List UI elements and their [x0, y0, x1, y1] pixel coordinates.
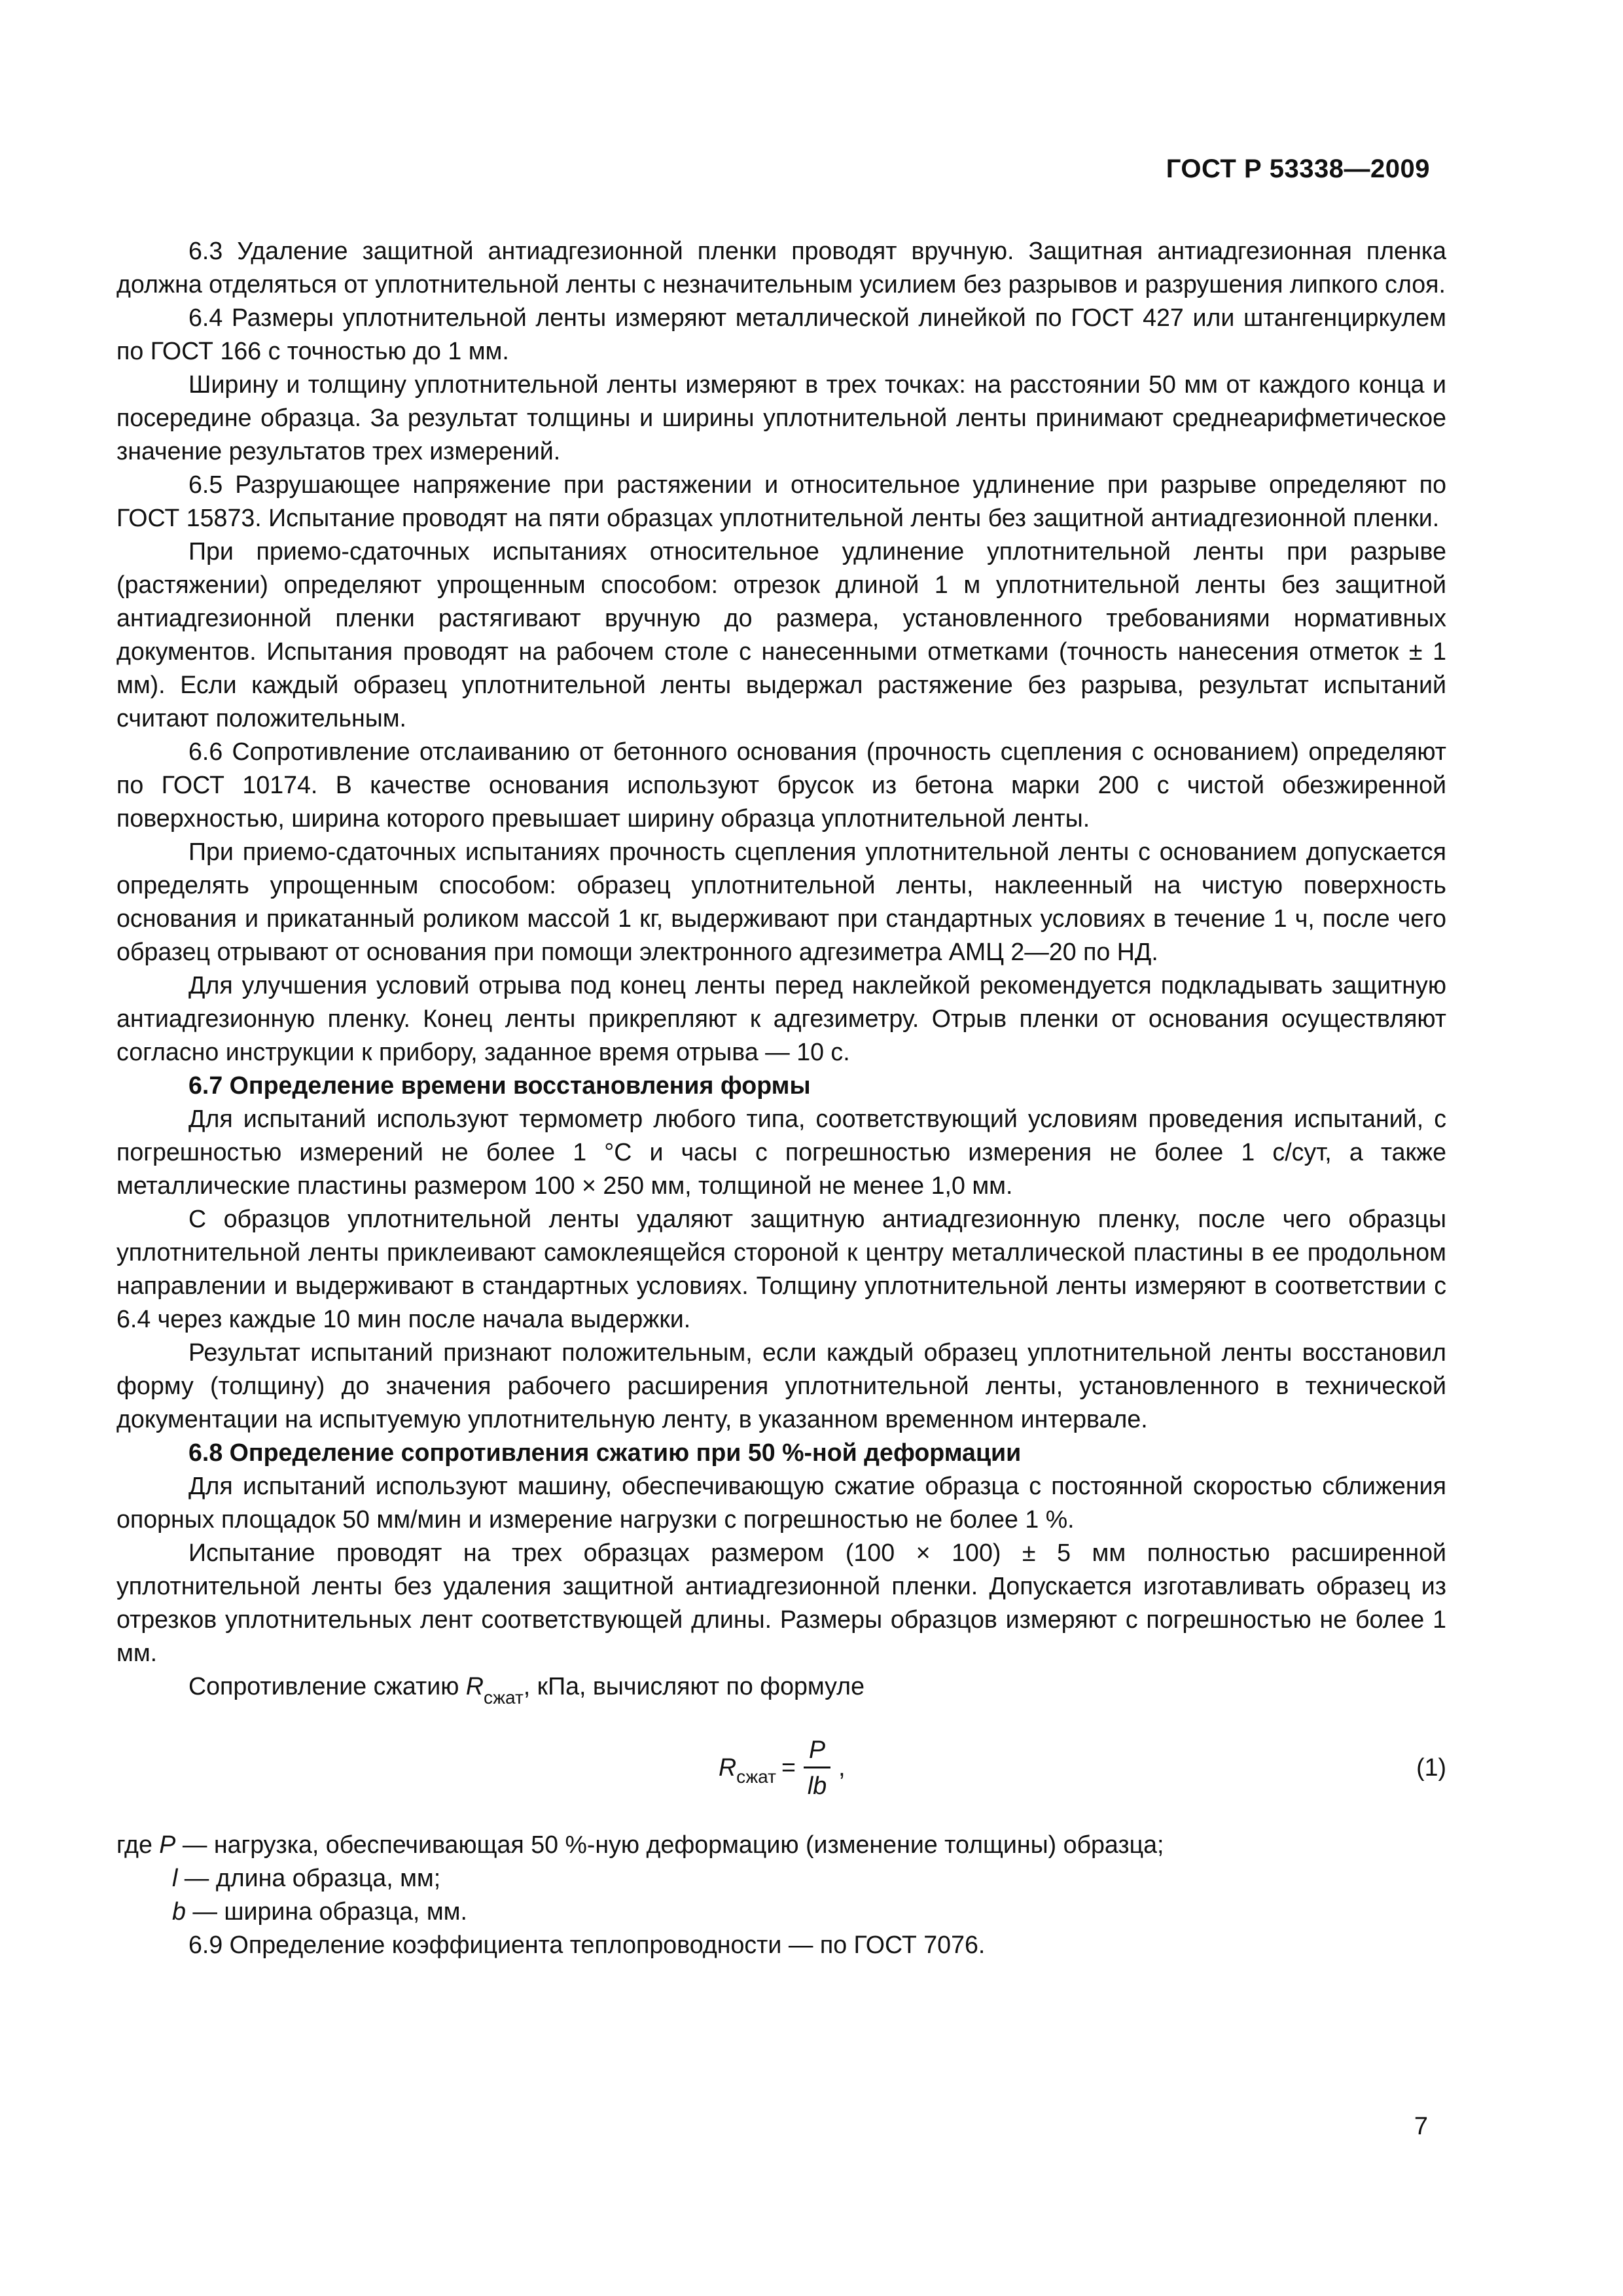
paragraph-6-7-equipment: Для испытаний используют термометр любого типа, соответствующий условиям проведения испытаний, с погрешностью измерений не более 1 °С и часы с погрешностью измерения не более 1 с/сут, а также металлические пластины размером 100 × 250 мм, толщиной не менее 1,0 мм.: [116, 1105, 1446, 1199]
paragraph-6-4-width: Ширину и толщину уплотнительной ленты измеряют в трех точках: на расстоянии 50 мм от каждого конца и посередине образца. За результат толщины и ширины уплотнительной ленты принимают среднеарифметическое значение результатов трех измерений.: [116, 370, 1446, 465]
section-heading-6-8: 6.8 Определение сопротивления сжатию при 50 %-ной деформации: [188, 1439, 1022, 1466]
document-header: ГОСТ Р 53338—2009: [1166, 154, 1430, 183]
where-b-definition: [116, 1895, 1446, 1928]
formula-lhs-var: R: [719, 1753, 737, 1781]
paragraph-6-6-tearoff: Для улучшения условий отрыва под конец ленты перед наклейкой рекомендуется подкладывать защитную антиадгезионную пленку. Конец ленты прикрепляют к адгезиметру. Отрыв пленки от основания осуществляют согласно инструкции к прибору, заданное время отрыва — 10 с.: [116, 971, 1446, 1066]
section-heading-6-7: 6.7 Определение времени восстановления формы: [188, 1071, 811, 1099]
where-lead: где: [116, 1831, 160, 1858]
formula-expression: [719, 1718, 846, 1816]
formula-intro-subscript: сжат: [483, 1687, 524, 1708]
formula-lhs-subscript: сжат: [736, 1766, 776, 1787]
formula-trailing-comma: ,: [838, 1753, 846, 1781]
paragraph-6-8-equipment: Для испытаний используют машину, обеспечивающую сжатие образца с постоянной скоростью сближения опорных площадок 50 мм/мин и измерение нагрузки с погрешностью не более 1 %.: [116, 1472, 1446, 1533]
where-l-definition: [116, 1861, 1446, 1895]
where-l-var: l: [172, 1864, 178, 1892]
paragraph-6-3: 6.3 Удаление защитной антиадгезионной пленки проводят вручную. Защитная антиадгезионная пленка должна отделяться от уплотнительной ленты с незначительным усилием без разрывов и разрушения липкого слоя.: [116, 237, 1446, 298]
where-l-text: — длина образца, мм;: [177, 1864, 441, 1892]
where-b-var: b: [172, 1897, 186, 1925]
paragraph-6-8-samples: Испытание проводят на трех образцах размером (100 × 100) ± 5 мм полностью расширенной уплотнительной ленты без удаления защитной антиадгезионной пленки. Допускается изготавливать образец из отрезков уплотнительных лент соответствующей длины. Размеры образцов измеряют с погрешностью не более 1 мм.: [116, 1539, 1446, 1666]
paragraph-6-8-formula-intro: [116, 1670, 1446, 1708]
paragraph-6-6-acceptance: При приемо-сдаточных испытаниях прочность сцепления уплотнительной ленты с основанием допускается определять упрощенным способом: образец уплотнительной ленты, наклеенный на чистую поверхность основания и прикатанный роликом массой 1 кг, выдерживают при стандартных условиях в течение 1 ч, после чего образец отрывают от основания при помощи электронного адгезиметра АМЦ 2—20 по НД.: [116, 838, 1446, 965]
document-body: [116, 234, 1446, 1962]
where-b-text: — ширина образца, мм.: [185, 1897, 467, 1925]
formula-intro-var: R: [465, 1672, 484, 1700]
page-number: 7: [1414, 2113, 1428, 2140]
formula-number: (1): [1416, 1753, 1446, 1781]
paragraph-6-7-result: Результат испытаний признают положительным, если каждый образец уплотнительной ленты восстановил форму (толщину) до значения рабочего расширения уплотнительной ленты, установленного в технической документации на испытуемую уплотнительную ленту, в указанном временном интервале.: [116, 1338, 1446, 1433]
paragraph-6-5-acceptance: При приемо-сдаточных испытаниях относительное удлинение уплотнительной ленты при разрыве (растяжении) определяют упрощенным способом: отрезок длиной 1 м уплотнительной ленты без защитной антиадгезионной пленки растягивают вручную до размера, установленного требованиями нормативных документов. Испытания проводят на рабочем столе с нанесенными отметками (точность нанесения отметок ± 1 мм). Если каждый образец уплотнительной ленты выдержал растяжение без разрыва, результат испытаний считают положительным.: [116, 537, 1446, 732]
formula-numerator: P: [804, 1735, 830, 1768]
formula-intro-tail: , кПа, вычисляют по формуле: [523, 1672, 865, 1700]
where-p-definition: [116, 1828, 1446, 1861]
where-p-var: P: [159, 1831, 176, 1858]
formula-block: [116, 1718, 1446, 1816]
formula-equals: =: [781, 1753, 796, 1781]
paragraph-6-6: 6.6 Сопротивление отслаиванию от бетонного основания (прочность сцепления с основанием) определяют по ГОСТ 10174. В качестве основания используют брусок из бетона марки 200 с чистой обезжиренной поверхностью, ширина которого превышает ширину образца уплотнительной ленты.: [116, 738, 1446, 832]
paragraph-6-7-procedure: С образцов уплотнительной ленты удаляют защитную антиадгезионную пленку, после чего образцы уплотнительной ленты приклеивают самоклеящейся стороной к центру металлической пластины в ее продольном направлении и выдерживают в стандартных условиях. Толщину уплотнительной ленты измеряют в соответствии с 6.4 через каждые 10 мин после начала выдержки.: [116, 1205, 1446, 1333]
paragraph-6-5: 6.5 Разрушающее напряжение при растяжении и относительное удлинение при разрыве определяют по ГОСТ 15873. Испытание проводят на пяти образцах уплотнительной ленты без защитной антиадгезионной пленки.: [116, 471, 1446, 531]
paragraph-6-4: 6.4 Размеры уплотнительной ленты измеряют металлической линейкой по ГОСТ 427 или штангенциркулем по ГОСТ 166 с точностью до 1 мм.: [116, 304, 1446, 365]
paragraph-6-9: 6.9 Определение коэффициента теплопроводности — по ГОСТ 7076.: [188, 1931, 986, 1958]
where-p-text: — нагрузка, обеспечивающая 50 %-ную деформацию (изменение толщины) образца;: [175, 1831, 1164, 1858]
formula-intro-text: Сопротивление сжатию: [188, 1672, 466, 1700]
formula-fraction: [802, 1735, 832, 1800]
formula-denominator: lb: [807, 1771, 827, 1799]
